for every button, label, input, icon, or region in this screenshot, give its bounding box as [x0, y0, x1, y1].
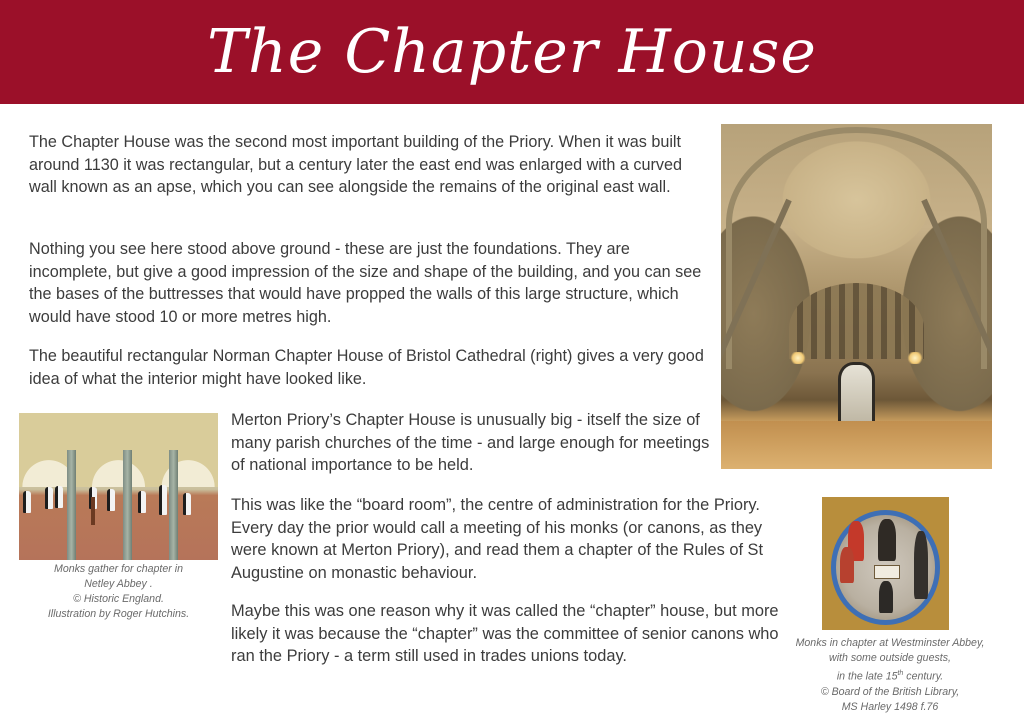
illustration-vault [19, 413, 218, 487]
lamp-right [906, 352, 924, 364]
figure-monks-group [914, 531, 928, 599]
monk-figure [159, 485, 167, 515]
illustration-column [123, 450, 132, 560]
figure-prior [878, 519, 896, 561]
figure-kneeling-monk [879, 581, 893, 613]
caption-line: MS Harley 1498 f.76 [841, 700, 939, 713]
caption-line: © Board of the British Library, [820, 685, 960, 698]
open-book [874, 565, 900, 579]
title-banner [0, 0, 1024, 104]
page-title: The Chapter House [207, 17, 817, 87]
lamp-left [789, 352, 807, 364]
caption-text: century. [903, 670, 944, 683]
monk-figure [183, 493, 191, 515]
monk-figure [107, 489, 115, 511]
lectern [91, 497, 95, 525]
monk-figure [138, 491, 146, 513]
netley-caption [14, 562, 223, 622]
name-origin-paragraph: Maybe this was one reason why it was called the “chapter” house, but more likely it was because the “chapter” was the committee of senior canons who ran the Priory - a term still used in trades unions today. [231, 602, 779, 665]
board-room-paragraph: This was like the “board room”, the centre of administration for the Priory. Every day the prior would call a meeting of his monks (or canons, as they were known at Merton Priory), and read them a chapter of the Rules of St Augustine on monastic behaviour. [231, 496, 764, 582]
caption-line: © Historic England. [73, 593, 164, 605]
caption-line: Netley Abbey . [84, 578, 153, 590]
caption-line: Illustration by Roger Hutchins. [47, 608, 190, 620]
monk-figure [45, 487, 53, 509]
monk-figure [23, 491, 31, 513]
netley-abbey-illustration [19, 413, 218, 560]
illustration-column [67, 450, 76, 560]
caption-line: Monks in chapter at Westminster Abbey, [795, 637, 985, 649]
figure-red-robe [840, 547, 854, 583]
bristol-paragraph: The beautiful rectangular Norman Chapter House of Bristol Cathedral (right) gives a very good idea of what the interior might have looked like. [29, 347, 704, 388]
monk-figure [55, 486, 63, 508]
intro-paragraph: The Chapter House was the second most important building of the Priory. When it was built around 1130 it was rectangular, but a century later the east end was enlarged with a curved wall known as an apse, which you can see alongside the remains of the original east wall. [29, 133, 682, 196]
foundations-paragraph: Nothing you see here stood above ground - these are just the foundations. They are incomplete, but give a good impression of the size and shape of the building, and you can see the bases of the buttresses that would have propped the walls of this large structure, which would have stood 10 or more metres high. [29, 240, 702, 326]
caption-line: with some outside guests, [829, 652, 951, 664]
caption-text: in the late 15 [836, 670, 898, 683]
illustration-column [169, 450, 178, 560]
caption-line: Monks gather for chapter in [54, 563, 183, 575]
caption-line [780, 666, 1000, 685]
wooden-floor [721, 421, 992, 469]
size-paragraph: Merton Priory’s Chapter House is unusually big - itself the size of many parish churches of the time - and large enough for meetings of national importance to be held. [231, 411, 710, 474]
bristol-chapter-house-photo [721, 124, 992, 469]
westminster-manuscript-image [822, 497, 949, 630]
westminster-caption [780, 636, 1000, 715]
ordinal-suffix: th [897, 670, 904, 677]
